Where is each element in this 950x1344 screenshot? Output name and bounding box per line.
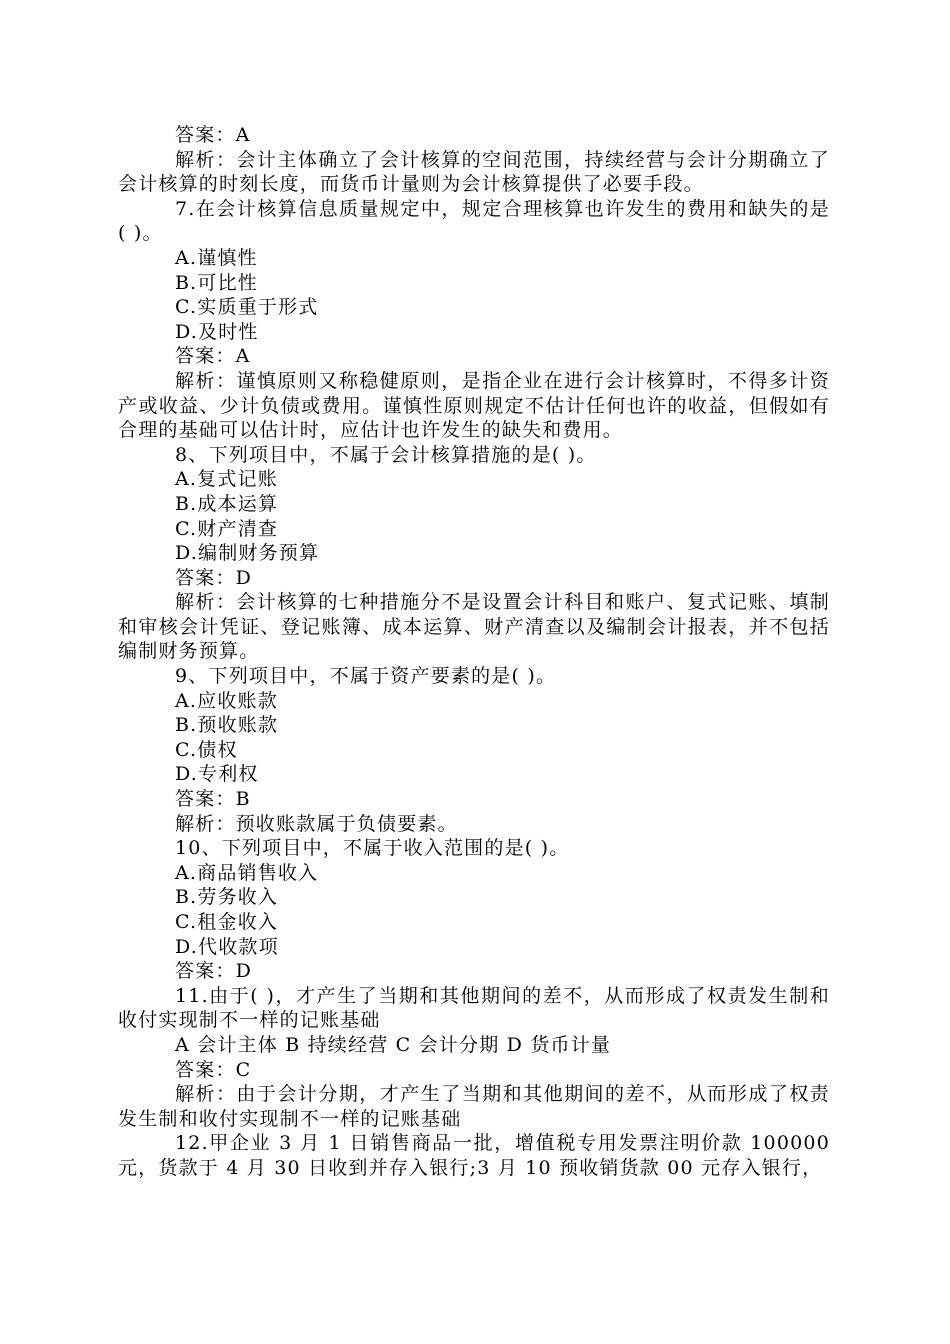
option-8a: A.复式记账 (175, 468, 278, 491)
options-11: A 会计主体 B 持续经营 C 会计分期 D 货币计量 (175, 1033, 612, 1056)
explanation-11: 解析：由于会计分期，才产生了当期和其他期间的差不，从而形成了权责发生制和收付实现制不一样的记账基础 (118, 1083, 830, 1130)
option-7c: C.实质重于形式 (175, 296, 319, 319)
explanation-6: 解析：会计主体确立了会计核算的空间范围，持续经营与会计分期确立了会计核算的时刻长度，而货币计量则为会计核算提供了必要手段。 (118, 148, 830, 196)
option-8c: C.财产清查 (175, 517, 279, 540)
question-8: 8、下列项目中，不属于会计核算措施的是( )。 (175, 443, 597, 466)
option-10a: A.商品销售收入 (175, 861, 319, 884)
explanation-8: 解析：会计核算的七种措施分不是设置会计科目和账户、复式记账、填制和审核会计凭证、登记账簿、成本运算、财产清查以及编制会计报表，并不包括编制财务预算。 (118, 591, 830, 663)
option-9b: B.预收账款 (175, 714, 279, 737)
answer-7: 答案：A (175, 345, 251, 368)
option-9d: D.专利权 (175, 763, 259, 786)
answer-6: 答案：A (175, 124, 251, 146)
answer-9: 答案：B (175, 788, 251, 811)
answer-11: 答案：C (175, 1058, 252, 1081)
option-9a: A.应收账款 (175, 689, 278, 712)
explanation-7: 解析：谨慎原则又称稳健原则，是指企业在进行会计核算时，不得多计资产或收益、少计负债或费用。谨慎性原则规定不估计任何也许的收益，但假如有合理的基础可以估计时，应估计也许发生的缺失和费用。 (118, 369, 830, 442)
option-7a: A.谨慎性 (175, 246, 258, 269)
document-page (118, 123, 830, 1181)
answer-8: 答案：D (175, 566, 253, 589)
explanation-9: 解析：预收账款属于负债要素。 (175, 812, 458, 835)
option-8b: B.成本运算 (175, 492, 279, 515)
option-9c: C.债权 (175, 738, 238, 761)
question-12: 12.甲企业 3 月 1 日销售商品一批，增值税专用发票注明价款 100000 元，货款于 4 月 30 日收到并存入银行;3 月 10 预收销货款 00 元存入银行， (118, 1132, 830, 1179)
option-7d: D.及时性 (175, 320, 259, 343)
option-7b: B.可比性 (175, 271, 259, 294)
question-11: 11.由于( )，才产生了当期和其他期间的差不，从而形成了权责发生制和收付实现制不一样的记账基础 (118, 984, 830, 1032)
option-10b: B.劳务收入 (175, 886, 279, 909)
question-7: 7.在会计核算信息质量规定中，规定合理核算也许发生的费用和缺失的是( )。 (118, 197, 830, 245)
question-9: 9、下列项目中，不属于资产要素的是( )。 (175, 665, 557, 688)
question-10: 10、下列项目中，不属于收入范围的是( )。 (175, 837, 570, 860)
option-10c: C.租金收入 (175, 911, 279, 933)
option-10d: D.代收款项 (175, 935, 279, 958)
option-8d: D.编制财务预算 (175, 542, 320, 565)
answer-10: 答案：D (175, 960, 253, 983)
